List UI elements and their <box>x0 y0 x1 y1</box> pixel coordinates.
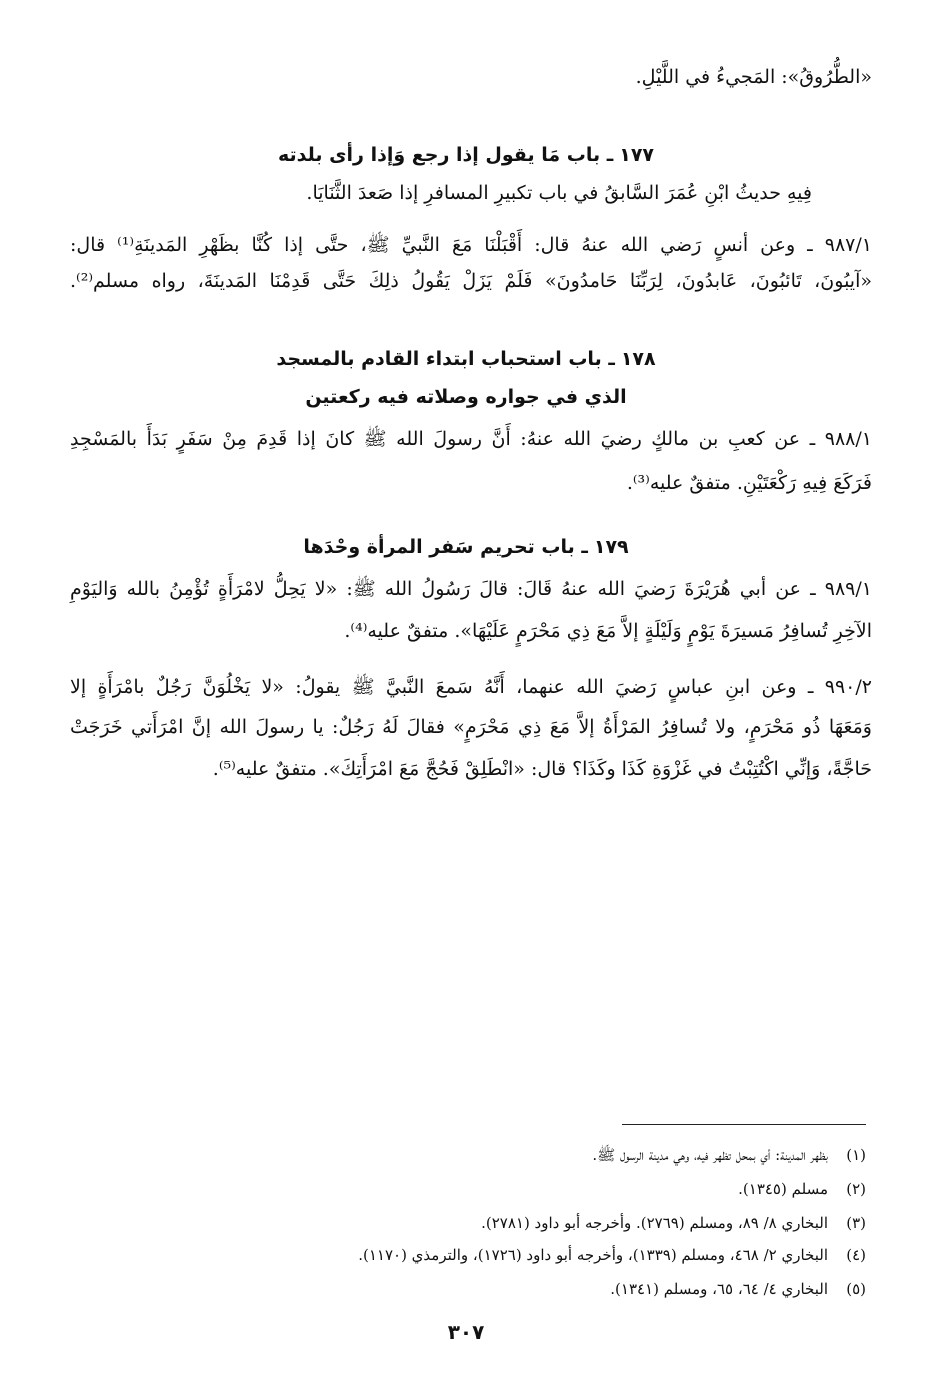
chapter-177-number: ١٧٧ <box>619 144 655 166</box>
footnote-1 <box>592 1144 866 1166</box>
footnote-1-text: بظهر المدينة: أي بمحل تظهر فيه، وهي مدينة الرسول ﷺ. <box>592 1146 828 1164</box>
footnote-divider <box>622 1124 866 1125</box>
footnote-5-text: البخاري ٤/ ٦٤، ٦٥، ومسلم (١٣٤١). <box>610 1280 828 1298</box>
chapter-178-heading-line-2: الذي في جواره وصلاته فيه ركعتين <box>305 386 627 408</box>
footnote-5-number: (٥) <box>846 1280 866 1298</box>
chapter-177-intro: فِيهِ حديثُ ابْنِ عُمَرَ السَّابقُ في باب تكبيرِ المسافرِ إذا صَعدَ الثَّنَايَا. <box>306 182 812 204</box>
chapter-178-title: ـ باب استحباب ابتداء القادم بالمسجد <box>276 348 615 370</box>
footnote-5 <box>610 1278 866 1300</box>
chapter-177-title: ـ باب مَا يقول إذا رجع وَإذا رأى بلدته <box>277 144 614 166</box>
chapter-178-heading <box>0 344 932 374</box>
footnote-4 <box>358 1244 866 1266</box>
hadith-990-line-3: حَاجَّةً، وَإنِّي اكْتُتِبْتُ في غَزْوَةِ كَذَا وكَذَا؟ قال: «انْطَلِقْ فَحُجَّ مَعَ امْرَأَتِكَ». متفقٌ عليه⁽⁵⁾. <box>212 758 872 780</box>
hadith-990-line-1: ٩٩٠/٢ ـ وعن ابنِ عباسٍ رَضيَ الله عنهما، أَنَّهُ سَمعَ النَّبيَّ ﷺ يقولُ: «لا يَخْلُوَنَّ رَجُلٌ بامْرَأَةٍ إلا <box>70 676 872 698</box>
top-line: «الطُّرُوقُ»: المَجيءُ في اللَّيْلِ. <box>635 66 872 88</box>
footnote-3 <box>481 1212 866 1234</box>
hadith-990-line-2: وَمَعَهَا ذُو مَحْرَمٍ، ولا تُسافِرُ المَرْأَةُ إلاَّ مَعَ ذِي مَحْرَمٍ» فقالَ لَهُ رَجُلٌ: يا رسولَ الله إنَّ امْرَأَتي خَرَجَتْ <box>70 716 872 738</box>
footnote-4-text: البخاري ٢/ ٤٦٨، ومسلم (١٣٣٩)، وأخرجه أبو داود (١٧٢٦)، والترمذي (١١٧٠). <box>358 1246 828 1264</box>
page-number: ٣٠٧ <box>447 1320 485 1344</box>
chapter-179-title: ـ باب تحريم سَفر المرأة وحْدَها <box>303 536 588 558</box>
footnote-2-text: مسلم (١٣٤٥). <box>738 1180 828 1198</box>
hadith-988-line-2: فَرَكَعَ فِيهِ رَكْعَتَيْنِ. متفقٌ عليه⁽³⁾. <box>626 472 872 494</box>
chapter-178-number: ١٧٨ <box>620 348 656 370</box>
chapter-177-heading <box>0 140 932 170</box>
chapter-179-number: ١٧٩ <box>593 536 629 558</box>
footnote-3-number: (٣) <box>846 1214 866 1232</box>
footnote-4-number: (٤) <box>846 1246 866 1264</box>
footnote-3-text: البخاري ٨/ ٨٩، ومسلم (٢٧٦٩). وأخرجه أبو داود (٢٧٨١). <box>481 1214 828 1232</box>
hadith-987-line-1: ٩٨٧/١ ـ وعن أنسٍ رَضي الله عنهُ قال: أَقْبَلْنَا مَعَ النَّبيِّ ﷺ، حتَّى إذا كُنَّا بظَهْرِ المَدينَةِ⁽¹⁾ قال: <box>70 234 872 256</box>
hadith-988-line-1: ٩٨٨/١ ـ عن كعبِ بن مالكٍ رضيَ الله عنهُ: أَنَّ رسولَ الله ﷺ كانَ إذا قَدِمَ مِنْ سَفَرٍ بَدَأَ بالمَسْجِدِ <box>70 428 872 450</box>
chapter-179-heading <box>0 532 932 562</box>
hadith-989-line-2: الآخِرِ تُسافِرُ مَسيرَةَ يَوْمٍ وَلَيْلَةٍ إلاَّ مَعَ ذِي مَحْرَمٍ عَلَيْهَا». متفقٌ عليه⁽⁴⁾. <box>344 620 872 642</box>
footnote-1-number: (١) <box>846 1146 866 1164</box>
footnote-2 <box>738 1178 866 1200</box>
hadith-989-line-1: ٩٨٩/١ ـ عن أبي هُرَيْرَةَ رَضيَ الله عنهُ قَالَ: قالَ رَسُولُ الله ﷺ: «لا يَحِلُّ لامْرَأَةٍ تُؤْمِنُ بالله وَاليَوْمِ <box>70 578 872 600</box>
hadith-987-line-2: «آيبُونَ، تَائبُونَ، عَابدُونَ، لِرَبِّنَا حَامدُونَ» فَلَمْ يَزَلْ يَقُولُ ذلِكَ حَتَّى قَدِمْنَا المَدينَةَ، رواه مسلم⁽²⁾. <box>70 270 872 292</box>
footnote-2-number: (٢) <box>846 1180 866 1198</box>
